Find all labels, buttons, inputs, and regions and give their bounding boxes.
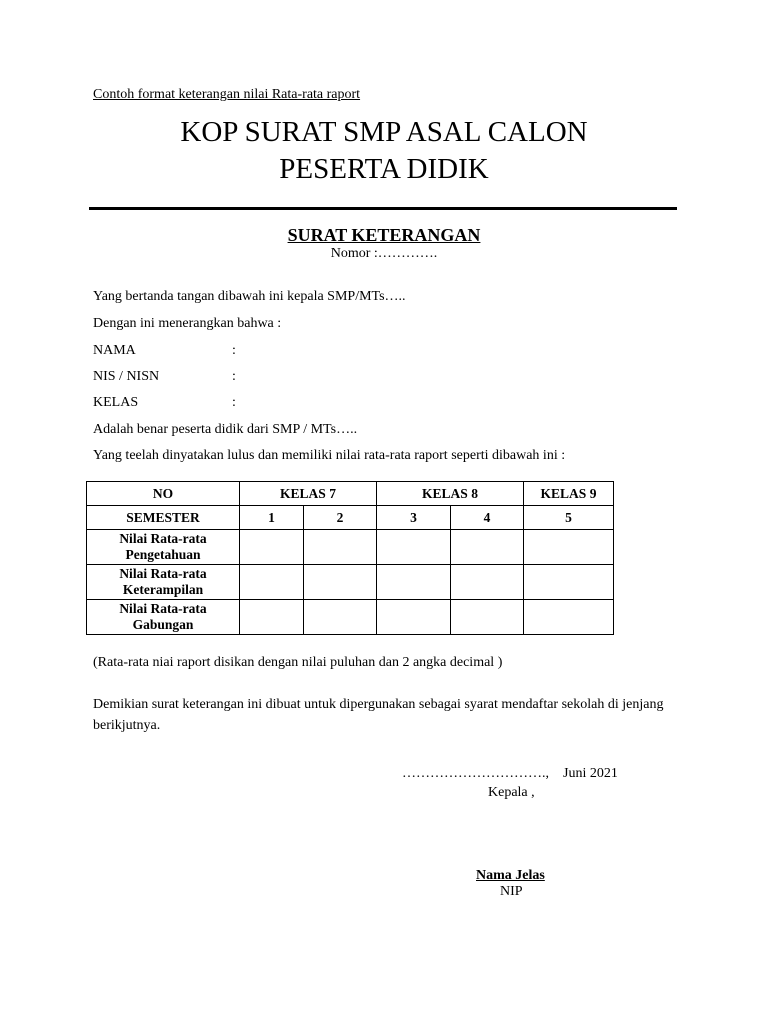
intro-text: Yang bertanda tangan dibawah ini kepala SMP/MTs….. xyxy=(93,289,406,304)
table-cell xyxy=(524,530,614,565)
semester-row xyxy=(87,506,614,530)
table-cell xyxy=(377,600,451,635)
letter-title xyxy=(0,224,768,246)
letterhead-title xyxy=(0,114,768,188)
field-colon-nis: : xyxy=(232,369,236,384)
semester-1: 1 xyxy=(240,506,304,530)
table-cell xyxy=(377,530,451,565)
signature-date: Juni 2021 xyxy=(563,766,618,781)
field-label-kelas: KELAS xyxy=(93,395,139,410)
letterhead-divider xyxy=(89,207,677,210)
row-label-line: Nilai Rata-rata xyxy=(119,531,207,546)
confirm-text: Adalah benar peserta didik dari SMP / MTs….. xyxy=(93,422,358,437)
table-cell xyxy=(524,565,614,600)
header-kelas-7: KELAS 7 xyxy=(240,482,377,506)
row-label-pengetahuan xyxy=(87,530,240,565)
header-no: NO xyxy=(87,482,240,506)
table-cell xyxy=(451,565,524,600)
field-colon-kelas: : xyxy=(232,395,236,410)
header-kelas-9: KELAS 9 xyxy=(524,482,614,506)
field-colon-nama: : xyxy=(232,343,236,358)
row-label-line: Nilai Rata-rata xyxy=(119,566,207,581)
letterhead-line-2: PESERTA DIDIK xyxy=(279,153,489,185)
table-header-row xyxy=(87,482,614,506)
table-cell xyxy=(240,600,304,635)
field-label-nama: NAMA xyxy=(93,343,136,358)
table-row xyxy=(87,530,614,565)
signature-nip: NIP xyxy=(500,884,523,899)
table-cell xyxy=(524,600,614,635)
letterhead-line-1: KOP SURAT SMP ASAL CALON xyxy=(180,116,588,148)
table-cell xyxy=(304,565,377,600)
table-cell xyxy=(377,565,451,600)
table-row xyxy=(87,565,614,600)
statement-text: Dengan ini menerangkan bahwa : xyxy=(93,316,282,331)
table-cell xyxy=(304,600,377,635)
row-label-line: Nilai Rata-rata xyxy=(119,601,207,616)
table-cell xyxy=(304,530,377,565)
table-note: (Rata-rata niai raport disikan dengan nilai puluhan dan 2 angka decimal ) xyxy=(93,655,503,670)
semester-label: SEMESTER xyxy=(87,506,240,530)
table-row xyxy=(87,600,614,635)
semester-3: 3 xyxy=(377,506,451,530)
row-label-keterampilan xyxy=(87,565,240,600)
table-cell xyxy=(451,600,524,635)
closing-text: Demikian surat keterangan ini dibuat untuk dipergunakan sebagai syarat mendaftar sekolah di jenjang berikjutnya. xyxy=(93,697,664,733)
signature-place: …………………………., xyxy=(402,766,549,781)
header-kelas-8: KELAS 8 xyxy=(377,482,524,506)
passed-text: Yang teelah dinyatakan lulus dan memiliki nilai rata-rata raport seperti dibawah ini : xyxy=(93,448,566,463)
header-note: Contoh format keterangan nilai Rata-rata raport xyxy=(93,87,361,102)
signature-name: Nama Jelas xyxy=(476,868,545,883)
semester-5: 5 xyxy=(524,506,614,530)
letter-number: Nomor :…………. xyxy=(330,246,438,261)
table-cell xyxy=(240,530,304,565)
semester-4: 4 xyxy=(451,506,524,530)
table-cell xyxy=(451,530,524,565)
letter-title-text: SURAT KETERANGAN xyxy=(287,225,481,245)
signature-role: Kepala , xyxy=(488,785,535,800)
table-cell xyxy=(240,565,304,600)
grade-table xyxy=(86,481,614,635)
semester-2: 2 xyxy=(304,506,377,530)
row-label-line: Gabungan xyxy=(132,617,194,632)
row-label-gabungan xyxy=(87,600,240,635)
field-label-nis: NIS / NISN xyxy=(93,369,160,384)
row-label-line: Keterampilan xyxy=(122,582,204,597)
signature-place-date xyxy=(402,766,618,782)
row-label-line: Pengetahuan xyxy=(125,547,201,562)
